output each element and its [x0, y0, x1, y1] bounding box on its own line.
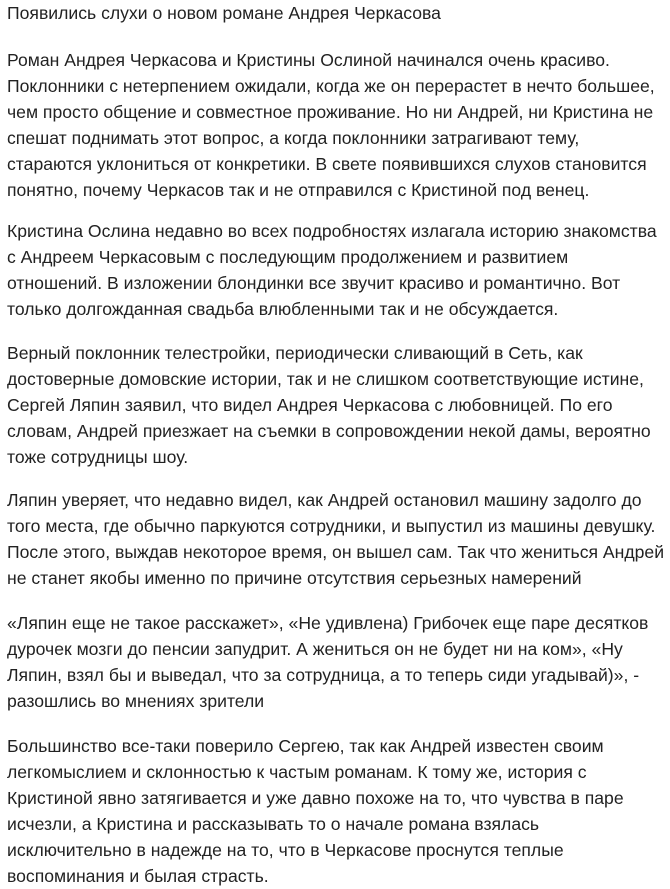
article-paragraph-1: Роман Андрея Черкасова и Кристины Ослиной начинался очень красиво. Поклонники с нетерпением ожидали, когда же он перерастет в нечто большее, чем просто общение и совместное проживание. Но ни Андрей, ни Кристина не спешат поднимать этот вопрос, а когда поклонники затрагивают тему, стараются уклониться от конкретики. В свете появившихся слухов становится понятно, почему Черкасов так и не отправился с Кристиной под венец. — [7, 50, 655, 200]
article-paragraph-5: «Ляпин еще не такое расскажет», «Не удивлена) Грибочек еще паре десятков дурочек мозги до пенсии запудрит. А жениться он не будет ни на ком», «Ну Ляпин, взял бы и выведал, что за сотрудница, а то теперь сиди угадывай)», - разошлись во мнениях зрители — [7, 613, 649, 711]
article-paragraph-3: Верный поклонник телестройки, периодически сливающий в Сеть, как достоверные домовские истории, так и не слишком соответствующие истине, Сергей Ляпин заявил, что видел Андрея Черкасова с любовницей. По его словам, Андрей приезжает на съемки в сопровождении некой дамы, вероятно тоже сотрудницы шоу. — [7, 343, 651, 467]
article-paragraph-2: Кристина Ослина недавно во всех подробностях излагала историю знакомства с Андреем Черкасовым с последующим продолжением и развитием отношений. В изложении блондинки все звучит красиво и романтично. Вот только долгожданная свадьба влюбленными так и не обсуждается. — [7, 221, 657, 319]
article-paragraph-4: Ляпин уверяет, что недавно видел, как Андрей остановил машину задолго до того места, где обычно паркуются сотрудники, и выпустил из машины девушку. После этого, выждав некоторое время, он вышел сам. Так что жениться Андрей не станет якобы именно по причине отсутствия серьезных намерений — [7, 490, 665, 588]
article-paragraph-6: Большинство все-таки поверило Сергею, так как Андрей известен своим легкомыслием и склонностью к частым романам. К тому же, история с Кристиной явно затягивается и уже давно похоже на то, что чувства в паре исчезли, а Кристина и рассказывать то о начале романа взялась исключительно в надежде на то, что в Черкасове проснутся теплые воспоминания и былая страсть. — [7, 736, 624, 886]
article — [7, 0, 667, 886]
article-title: Появились слухи о новом романе Андрея Черкасова — [7, 3, 441, 23]
